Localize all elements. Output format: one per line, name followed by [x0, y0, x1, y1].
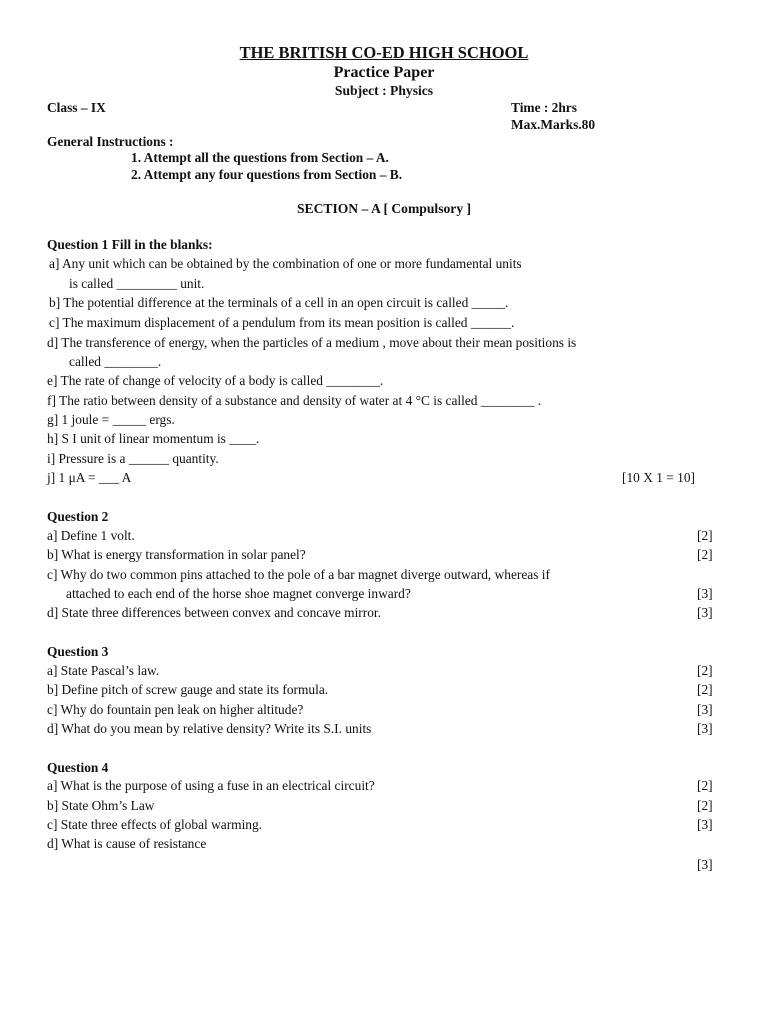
question-line: attached to each end of the horse shoe magnet converge inward?	[66, 586, 411, 601]
marks-label: [2]	[697, 663, 713, 678]
question-line: f] The ratio between density of a substance and density of water at 4 °C is called ________ .	[47, 393, 542, 408]
question-line: a] What is the purpose of using a fuse in an electrical circuit?	[47, 778, 375, 793]
marks-label: [3]	[697, 586, 713, 601]
question-1-title: Question 1 Fill in the blanks:	[47, 237, 213, 252]
question-line: d] What do you mean by relative density? Write its S.I. units	[47, 721, 372, 736]
marks-label: [2]	[697, 682, 713, 697]
question-line: e] The rate of change of velocity of a body is called ________.	[47, 373, 384, 388]
question-line: b] The potential difference at the terminals of a cell in an open circuit is called _____.	[49, 295, 509, 310]
question-line: is called _________ unit.	[69, 276, 205, 291]
school-name: THE BRITISH CO-ED HIGH SCHOOL	[239, 43, 529, 62]
question-line: h] S I unit of linear momentum is ____.	[47, 431, 260, 446]
question-line: a] Any unit which can be obtained by the combination of one or more fundamental units	[49, 256, 522, 271]
max-marks-label: Max.Marks.80	[511, 117, 596, 132]
marks-label: [3]	[697, 702, 713, 717]
question-line: d] What is cause of resistance	[47, 836, 207, 851]
marks-label: [2]	[697, 547, 713, 562]
instruction-item: 2. Attempt any four questions from Section – B.	[131, 167, 403, 182]
marks-label: [3]	[697, 817, 713, 832]
marks-label: [3]	[697, 857, 713, 872]
instructions-title: General Instructions :	[47, 134, 174, 149]
marks-label: [3]	[697, 721, 713, 736]
question-line: c] State three effects of global warming.	[47, 817, 263, 832]
class-label: Class – IX	[47, 100, 106, 115]
question-line: c] The maximum displacement of a pendulum from its mean position is called ______.	[49, 315, 515, 330]
paper-title: Practice Paper	[333, 64, 435, 81]
question-line: b] State Ohm’s Law	[47, 798, 155, 813]
instruction-item: 1. Attempt all the questions from Section – A.	[131, 150, 389, 165]
subject-line: Subject : Physics	[334, 83, 434, 98]
question-3-title: Question 3	[47, 644, 109, 659]
time-label: Time : 2hrs	[511, 100, 577, 115]
question-line: a] State Pascal’s law.	[47, 663, 160, 678]
marks-label: [2]	[697, 798, 713, 813]
question-4-title: Question 4	[47, 760, 109, 775]
question-2-title: Question 2	[47, 509, 109, 524]
question-line: c] Why do two common pins attached to the pole of a bar magnet diverge outward, whereas if	[47, 567, 550, 582]
question-line: b] Define pitch of screw gauge and state its formula.	[47, 682, 329, 697]
section-a-title: SECTION – A [ Compulsory ]	[296, 201, 472, 216]
question-1-marks: [10 X 1 = 10]	[622, 470, 696, 485]
marks-label: [3]	[697, 605, 713, 620]
question-line: b] What is energy transformation in solar panel?	[47, 547, 306, 562]
question-line: d] State three differences between convex and concave mirror.	[47, 605, 381, 620]
question-line: d] The transference of energy, when the particles of a medium , move about their mean positions is	[47, 335, 577, 350]
question-line: g] 1 joule = _____ ergs.	[47, 412, 175, 427]
question-line: called ________.	[69, 354, 162, 369]
question-line: c] Why do fountain pen leak on higher altitude?	[47, 702, 304, 717]
question-line: j] 1 μA = ___ A	[47, 470, 132, 485]
question-line: a] Define 1 volt.	[47, 528, 135, 543]
marks-label: [2]	[697, 778, 713, 793]
marks-label: [2]	[697, 528, 713, 543]
question-line: i] Pressure is a ______ quantity.	[47, 451, 219, 466]
